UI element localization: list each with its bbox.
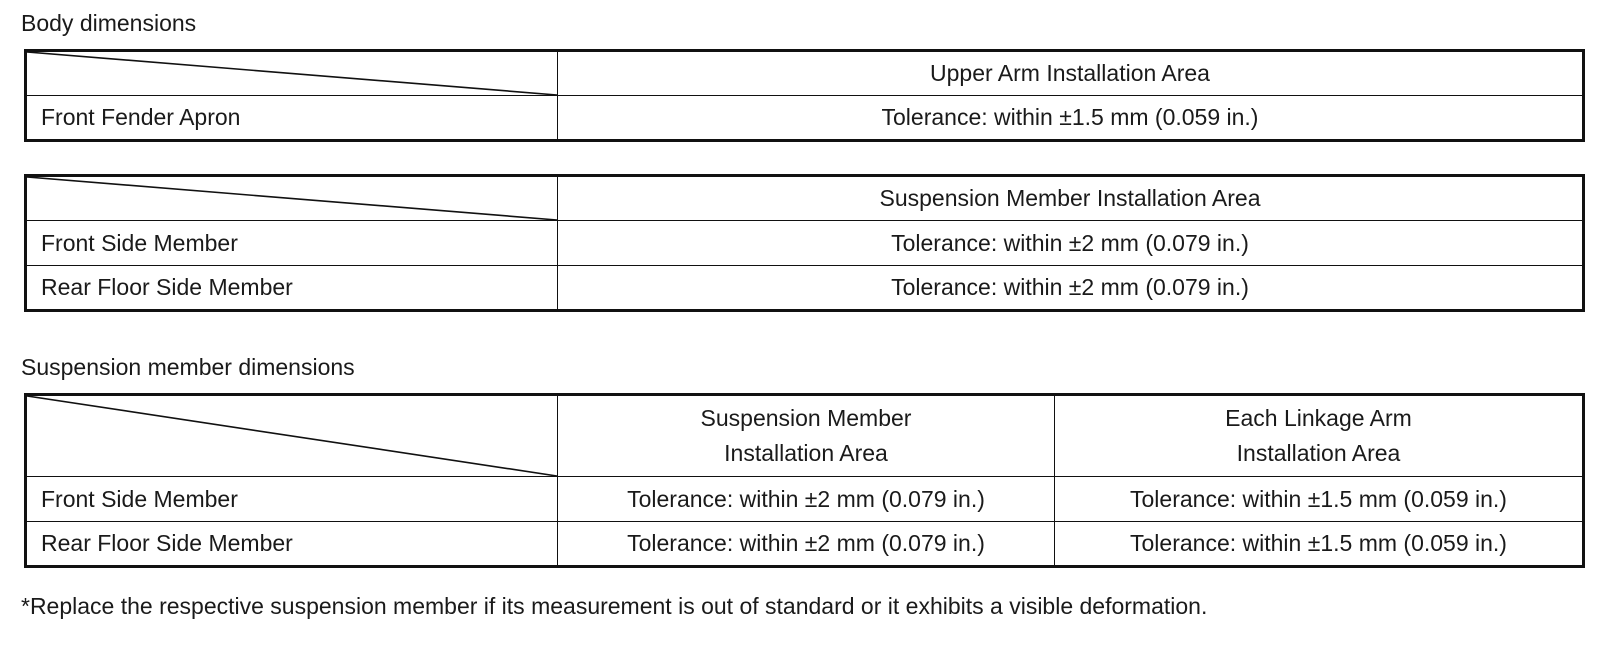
diagonal-header-cell [26, 395, 558, 477]
row-label: Front Side Member [26, 477, 558, 522]
tolerance-value: Tolerance: within ±1.5 mm (0.059 in.) [1055, 477, 1584, 522]
diagonal-line [27, 396, 557, 476]
suspension-member-dimensions-heading: Suspension member dimensions [21, 354, 355, 380]
column-header [558, 395, 1055, 477]
suspension-member-dimensions-table [24, 393, 1585, 568]
row-label: Front Fender Apron [26, 96, 558, 141]
column-header-line: Installation Area [724, 440, 888, 466]
column-header [1055, 395, 1584, 477]
suspension-member-table [24, 174, 1585, 312]
tolerance-value: Tolerance: within ±2 mm (0.079 in.) [558, 522, 1055, 567]
tolerance-value: Tolerance: within ±2 mm (0.079 in.) [558, 266, 1584, 311]
tolerance-value: Tolerance: within ±1.5 mm (0.059 in.) [1055, 522, 1584, 567]
tolerance-value: Tolerance: within ±2 mm (0.079 in.) [558, 477, 1055, 522]
upper-arm-table [24, 49, 1585, 142]
diagonal-line [27, 52, 557, 95]
row-label: Rear Floor Side Member [26, 522, 558, 567]
diagonal-line [27, 177, 557, 220]
column-header: Upper Arm Installation Area [558, 51, 1584, 96]
table-row [26, 96, 1584, 141]
tolerance-value: Tolerance: within ±1.5 mm (0.059 in.) [558, 96, 1584, 141]
table-row [26, 477, 1584, 522]
column-header: Suspension Member Installation Area [558, 176, 1584, 221]
footnote: *Replace the respective suspension member if its measurement is out of standard or it exhibits a visible deformation. [21, 593, 1208, 619]
diagonal-header-cell [26, 176, 558, 221]
column-header-line: Installation Area [1236, 440, 1401, 466]
body-dimensions-heading: Body dimensions [21, 10, 197, 36]
row-label: Front Side Member [26, 221, 558, 266]
column-header-line: Each Linkage Arm [1225, 405, 1412, 431]
row-label: Rear Floor Side Member [26, 266, 558, 311]
table-row [26, 221, 1584, 266]
column-header-line: Suspension Member [700, 405, 912, 431]
tolerance-value: Tolerance: within ±2 mm (0.079 in.) [558, 221, 1584, 266]
table-row [26, 522, 1584, 567]
table-row [26, 266, 1584, 311]
diagonal-header-cell [26, 51, 558, 96]
